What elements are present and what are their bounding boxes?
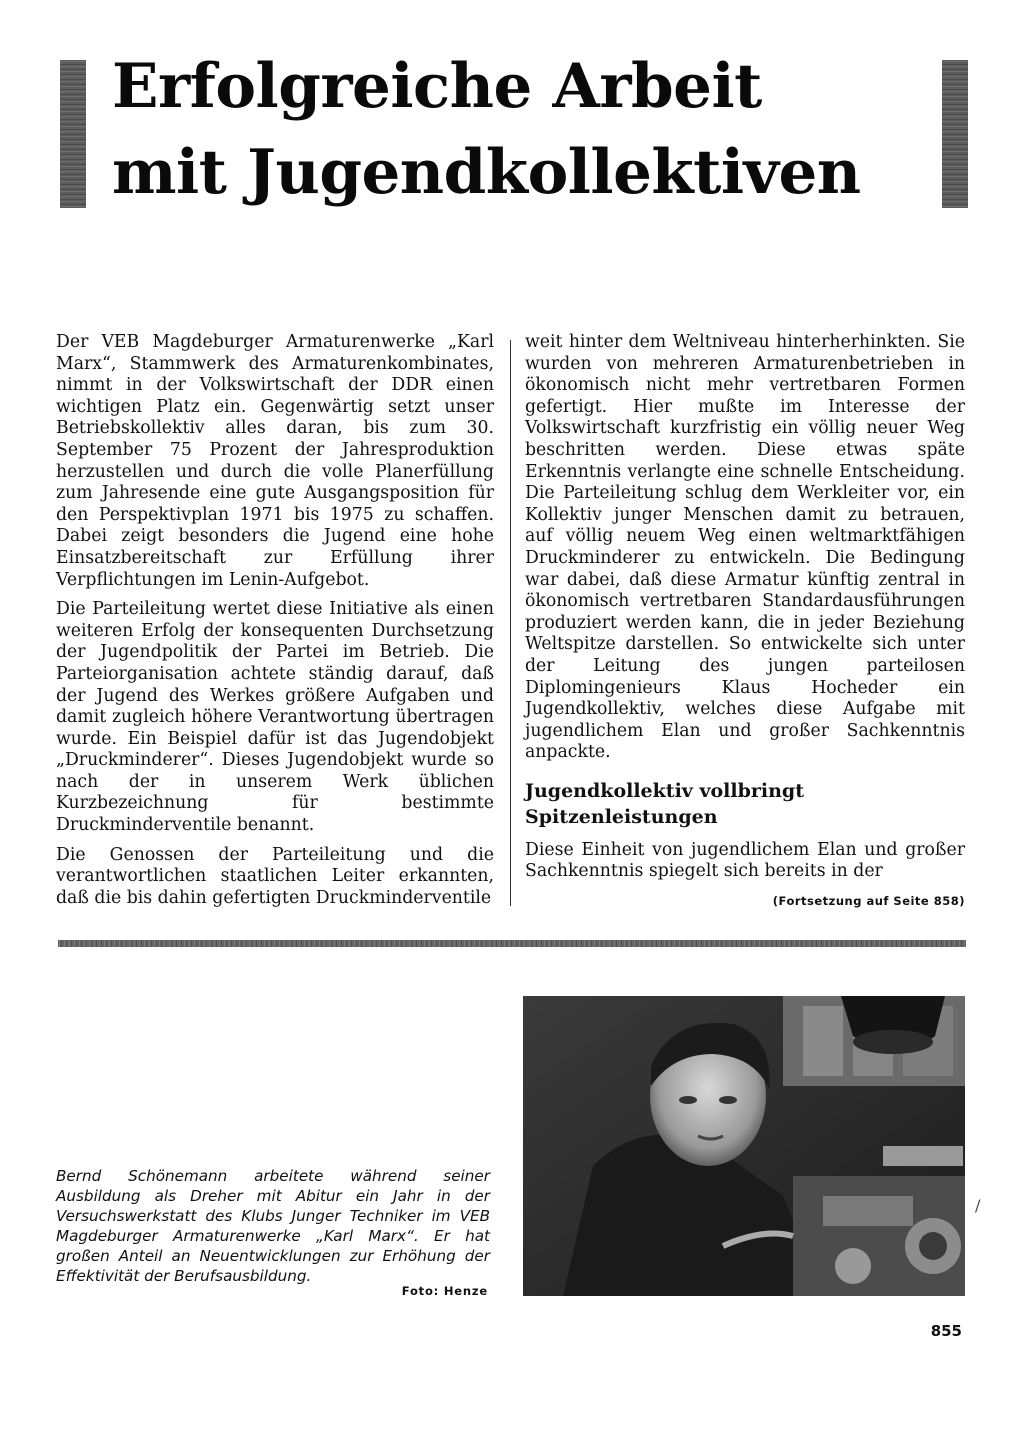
paragraph: Die Parteileitung wertet diese Initiative als einen weiteren Erfolg der konsequenten Durchsetzung der Jugendpolitik der Partei im Betrieb. Die Parteiorganisation achtete ständig darauf, daß der Jugend des Werkes größere Aufgaben und damit zugleich höhere Verantwortung übertragen wurde. Ein Beispiel dafür ist das Jugendobjekt „Druckminderer“. Dieses Jugendobjekt wurde so nach der in unserem Werk üblichen Kurzbezeichnung für bestimmte Druckminderventile benannt. [56, 599, 494, 836]
paragraph: Diese Einheit von jugendlichem Elan und großer Sachkenntnis spiegelt sich bereits in der [525, 839, 965, 882]
paragraph: weit hinter dem Weltniveau hinterherhinkten. Sie wurden von mehreren Armaturenbetrieben in ökonomisch nicht mehr vertretbaren Formen gefertigt. Hier mußte im Interesse der Volkswirtschaft kurzfristig ein völlig neuer Weg beschritten werden. Diese etwas späte Erkenntnis verlangte eine schnelle Entscheidung. Die Parteileitung schlug dem Werkleiter vor, ein Kollektiv junger Menschen damit zu betrauen, auf völlig neuem Weg einen weltmarktfähigen Druckminderer zu entwickeln. Die Bedingung war dabei, daß diese Armatur künftig zentral in ökonomisch vertretbaren Standardausführungen produziert werden kann, die in jeder Beziehung Weltspitze darstellen. So entwickelte sich unter der Leitung des jungen parteilosen Diplomingenieurs Klaus Hocheder ein Jugendkollektiv, welches diese Aufgabe mit jugendlichem Elan und großer Sachkenntnis anpackte. [525, 332, 965, 763]
photo-illustration [523, 996, 965, 1296]
print-mark: / [975, 1196, 981, 1215]
article-title-line1: Erfolgreiche Arbeit [112, 51, 762, 122]
section-divider-rule [58, 940, 966, 947]
title-decor-bar-left [60, 60, 86, 208]
photo-credit: Foto: Henze [401, 1284, 488, 1298]
subheading-line2: Spitzenleistungen [525, 805, 718, 828]
article-photo [523, 996, 965, 1296]
article-title-line2: mit Jugendkollektiven [112, 137, 861, 208]
article-title [112, 44, 932, 216]
subheading-line1: Jugendkollektiv vollbringt [525, 779, 804, 802]
column-divider [510, 340, 511, 906]
continuation-note: (Fortsetzung auf Seite 858) [772, 894, 965, 909]
section-subheading [525, 778, 965, 830]
paragraph: Die Genossen der Parteileitung und die verantwortlichen staatlichen Leiter erkannten, daß die bis dahin gefertigten Druckminderventile [56, 844, 494, 908]
text-column-right [525, 332, 965, 913]
text-column-left [56, 332, 494, 917]
photo-caption: Bernd Schönemann arbeitete während seiner Ausbildung als Dreher mit Abitur ein Jahr in der Versuchswerkstatt des Klubs Junger Techniker im VEB Magdeburger Armaturenwerke „Karl Marx“. Er hat großen Anteil an Neuentwicklungen zur Erhöhung der Effektivität der Berufsausbildung. [56, 1167, 490, 1285]
title-decor-bar-right [942, 60, 968, 208]
paragraph: Der VEB Magdeburger Armaturenwerke „Karl Marx“, Stammwerk des Armaturenkombinates, nimmt in der Volkswirtschaft der DDR einen wichtigen Platz ein. Gegenwärtig setzt unser Betriebskollektiv alles daran, bis zum 30. September 75 Prozent der Jahresproduktion herzustellen und durch die volle Planerfüllung zum Jahresende eine gute Ausgangsposition für den Perspektivplan 1971 bis 1975 zu schaffen. Dabei zeigt besonders die Jugend eine hohe Einsatzbereitschaft zur Erfüllung ihrer Verpflichtungen im Lenin-Aufgebot. [56, 332, 494, 590]
page-number: 855 [930, 1322, 962, 1340]
